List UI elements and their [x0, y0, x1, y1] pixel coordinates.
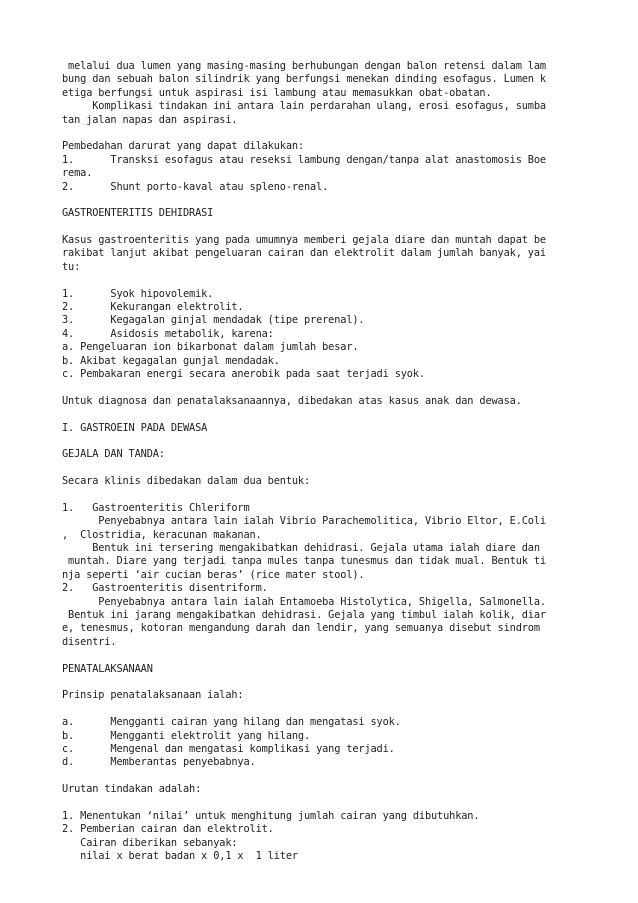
list-item: 1. Gastroenteritis Chleriform: [62, 501, 250, 514]
text-line: disentri.: [62, 635, 117, 648]
blank-line: [62, 462, 578, 475]
text-line: Penyebabnya antara lain ialah Vibrio Parachemolitica, Vibrio Eltor, E.Coli: [62, 515, 546, 528]
list-item: 3. Kegagalan ginjal mendadak (tipe prerenal).: [62, 314, 365, 327]
blank-line: [62, 435, 578, 448]
blank-line: [62, 408, 578, 421]
section-heading: PENATALAKSANAAN: [62, 662, 153, 675]
text-line: tan jalan napas dan aspirasi.: [62, 113, 238, 126]
list-item: d. Memberantas penyebabnya.: [62, 756, 256, 769]
blank-line: [62, 381, 578, 394]
blank-line: [62, 770, 578, 783]
list-item: a. Mengganti cairan yang hilang dan mengatasi syok.: [62, 716, 401, 729]
list-item: a. Pengeluaran ion bikarbonat dalam jumlah besar.: [62, 341, 359, 354]
text-line: melalui dua lumen yang masing-masing berhubungan dengan balon retensi dalam lam: [62, 60, 546, 72]
text-line: Kasus gastroenteritis yang pada umumnya memberi gejala diare dan muntah dapat be: [62, 234, 546, 247]
text-line: tu:: [62, 260, 81, 273]
list-item: 1. Transksi esofagus atau reseksi lambung dengan/tanpa alat anastomosis Boe: [62, 153, 546, 166]
list-item: 1. Syok hipovolemik.: [62, 287, 214, 300]
list-item: 1. Menentukan ‘nilai’ untuk menghitung jumlah cairan yang dibutuhkan.: [62, 809, 480, 822]
text-line: nja seperti ‘air cucian beras’ (rice mater stool).: [62, 568, 365, 581]
list-item: 2. Pemberian cairan dan elektrolit.: [62, 823, 274, 836]
text-line: , Clostridia, keracunan makanan.: [62, 528, 262, 541]
list-item: b. Mengganti elektrolit yang hilang.: [62, 729, 311, 742]
text-line: Untuk diagnosa dan penatalaksanaannya, dibedakan atas kasus anak dan dewasa.: [62, 394, 522, 407]
list-item: c. Pembakaran energi secara anerobik pada saat terjadi syok.: [62, 367, 425, 380]
text-line: bung dan sebuah balon silindrik yang berfungsi menekan dinding esofagus. Lumen k: [62, 73, 546, 86]
blank-line: [62, 649, 578, 662]
blank-line: [62, 274, 578, 287]
blank-line: [62, 221, 578, 234]
text-line: rema.: [62, 167, 93, 180]
list-item: 2. Gastroenteritis disentriform.: [62, 582, 268, 595]
text-line: Prinsip penatalaksanaan ialah:: [62, 689, 244, 702]
text-line: Bentuk ini jarang mengakibatkan dehidrasi. Gejala yang timbul ialah kolik, diar: [62, 609, 546, 622]
text-line: muntah. Diare yang terjadi tanpa mules tanpa tunesmus dan tidak mual. Bentuk ti: [62, 555, 546, 568]
list-item: c. Mengenal dan mengatasi komplikasi yang terjadi.: [62, 742, 395, 755]
blank-line: [62, 796, 578, 809]
text-line: Urutan tindakan adalah:: [62, 783, 202, 796]
list-item: 2. Shunt porto-kaval atau spleno-renal.: [62, 180, 329, 193]
blank-line: [62, 127, 578, 140]
blank-line: [62, 703, 578, 716]
text-line: e, tenesmus, kotoran mengandung darah dan lendir, yang semuanya disebut sindrom: [62, 622, 540, 635]
list-item: b. Akibat kegagalan gunjal mendadak.: [62, 354, 280, 367]
text-line: etiga berfungsi untuk aspirasi isi lambung atau memasukkan obat-obatan.: [62, 86, 492, 99]
document-page: [62, 60, 578, 863]
text-line: Pembedahan darurat yang dapat dilakukan:: [62, 140, 304, 153]
text-line: Penyebabnya antara lain ialah Entamoeba Histolytica, Shigella, Salmonella.: [62, 595, 546, 608]
blank-line: [62, 489, 578, 502]
section-heading: GASTROENTERITIS DEHIDRASI: [62, 207, 214, 220]
list-item: 2. Kekurangan elektrolit.: [62, 301, 244, 314]
text-line: nilai x berat badan x 0,1 x 1 liter: [62, 850, 298, 863]
text-line: Cairan diberikan sebanyak:: [62, 836, 238, 849]
text-line: Bentuk ini tersering mengakibatkan dehidrasi. Gejala utama ialah diare dan: [62, 542, 540, 555]
blank-line: [62, 676, 578, 689]
section-heading: GEJALA DAN TANDA:: [62, 448, 165, 461]
text-line: Secara klinis dibedakan dalam dua bentuk:: [62, 475, 311, 488]
text-line: Komplikasi tindakan ini antara lain perdarahan ulang, erosi esofagus, sumba: [62, 100, 546, 113]
text-line: rakibat lanjut akibat pengeluaran cairan dan elektrolit dalam jumlah banyak, yai: [62, 247, 546, 260]
blank-line: [62, 194, 578, 207]
section-heading: I. GASTROEIN PADA DEWASA: [62, 421, 208, 434]
list-item: 4. Asidosis metabolik, karena:: [62, 327, 274, 340]
